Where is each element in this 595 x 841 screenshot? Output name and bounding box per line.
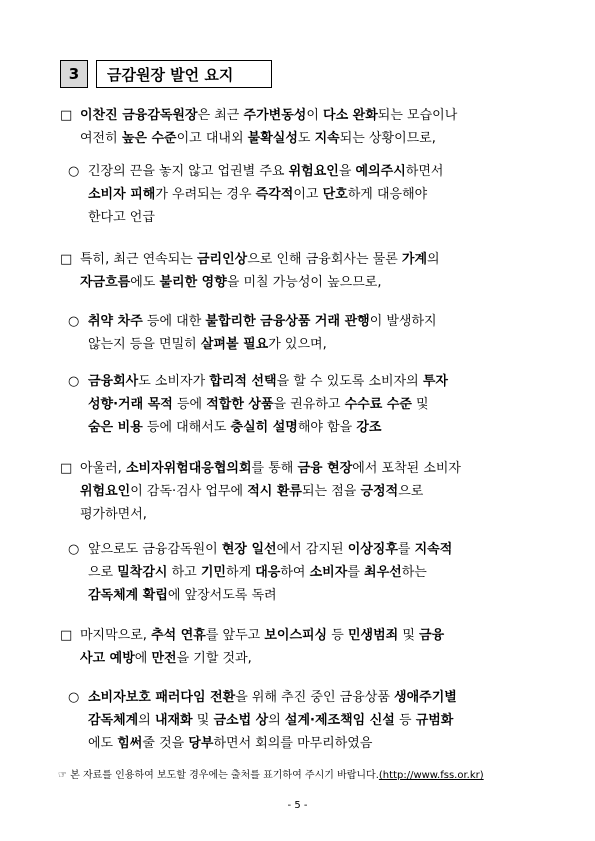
- text-line: 에도 힘써줄 것을 당부하면서 회의를 마무리하였음: [88, 736, 373, 751]
- emphasis-text: 감독체계: [88, 713, 139, 728]
- emphasis-text: 위험요인: [288, 164, 339, 179]
- text-line: 성향·거래 목적 등에 적합한 상품을 권유하고 수수료 수준 및: [88, 397, 429, 412]
- square-bullet: □: [60, 252, 73, 267]
- circle-bullet: ○: [68, 314, 80, 329]
- emphasis-text: 지속적: [414, 542, 453, 557]
- emphasis-text: 당부: [188, 736, 214, 751]
- circle-bullet: ○: [68, 542, 80, 557]
- emphasis-text: 밀착감시: [117, 565, 168, 580]
- emphasis-text: 이상징후: [347, 542, 398, 557]
- text-line: □ 특히, 최근 연속되는 금리인상으로 인해 금융회사는 물론 가계의: [60, 248, 540, 271]
- text-line: 않는지 등을 면밀히 살펴볼 필요가 있으며,: [88, 337, 327, 352]
- emphasis-text: 민생범죄: [347, 628, 399, 643]
- emphasis-text: 보이스피싱: [264, 628, 328, 643]
- text-line: 사고 예방에 만전을 기할 것과,: [80, 651, 252, 666]
- text-line: ○ 앞으로도 금융감독원이 현장 일선에서 감지된 이상징후를 지속적: [68, 538, 540, 561]
- text-line: 한다고 언급: [88, 210, 155, 225]
- sub-paragraph: [68, 538, 540, 607]
- paragraph: [60, 104, 540, 150]
- emphasis-text: 적시 환류: [247, 484, 302, 499]
- emphasis-text: 대응: [255, 565, 281, 580]
- emphasis-text: 감독체계 확립: [88, 588, 168, 603]
- emphasis-text: 금융회사: [88, 374, 139, 389]
- emphasis-text: 긍정적: [360, 484, 399, 499]
- emphasis-text: 투자: [422, 374, 448, 389]
- text-line: 평가하면서,: [80, 507, 147, 522]
- footer-note-text: ☞ 본 자료를 인용하여 보도할 경우에는 출처를 표기하여 주시기 바랍니다.: [58, 770, 379, 781]
- emphasis-text: 취약 차주: [88, 314, 143, 329]
- page-number: - 5 -: [287, 800, 308, 811]
- emphasis-text: 소비자: [309, 565, 348, 580]
- emphasis-text: 높은 수준: [121, 131, 177, 146]
- emphasis-text: 합리적 선택: [209, 374, 277, 389]
- emphasis-text: 불합리한 금융상품 거래 관행: [205, 314, 370, 329]
- emphasis-text: 규범화: [415, 713, 454, 728]
- circle-bullet: ○: [68, 374, 80, 389]
- emphasis-text: 소비자 피해: [88, 187, 156, 202]
- text-line: ○ 긴장의 끈을 놓지 않고 업권별 주요 위험요인을 예의주시하면서: [68, 160, 540, 183]
- emphasis-text: 다소 완화: [323, 108, 378, 123]
- circle-bullet: ○: [68, 690, 80, 705]
- text-line: 소비자 피해가 우려되는 경우 즉각적이고 단호하게 대응해야: [88, 187, 428, 202]
- emphasis-text: 금소법 상: [213, 713, 269, 728]
- footer-note: [58, 766, 484, 781]
- sub-paragraph: [68, 686, 540, 755]
- emphasis-text: 기민: [200, 565, 226, 580]
- emphasis-text: 수수료 수준: [344, 397, 412, 412]
- emphasis-text: 설계·제조책임 신설: [284, 713, 395, 728]
- text-line: ○ 취약 차주 등에 대한 불합리한 금융상품 거래 관행이 발생하지: [68, 310, 540, 333]
- text-line: 감독체계의 내재화 및 금소법 상의 설계·제조책임 신설 등 규범화: [88, 713, 454, 728]
- emphasis-text: 위험요인: [80, 484, 131, 499]
- square-bullet: □: [60, 108, 73, 123]
- text-line: □ 아울러, 소비자위험대응협의회를 통해 금융 현장에서 포착된 소비자: [60, 457, 540, 480]
- emphasis-text: 즉각적: [255, 187, 294, 202]
- text-line: 자금흐름에도 불리한 영향을 미칠 가능성이 높으므로,: [80, 275, 382, 290]
- text-line: 위험요인이 감독·검사 업무에 적시 환류되는 점을 긍정적으로: [80, 484, 424, 499]
- emphasis-text: 금융 현장: [297, 461, 353, 476]
- emphasis-text: 힘써: [117, 736, 143, 751]
- emphasis-text: 불확실성: [247, 131, 298, 146]
- sub-paragraph: [68, 310, 540, 356]
- emphasis-text: 성향·거래 목적: [88, 397, 173, 412]
- emphasis-text: 숨은 비용: [88, 420, 143, 435]
- emphasis-text: 현장 일선: [221, 542, 277, 557]
- emphasis-text: 충실히 설명: [230, 420, 298, 435]
- emphasis-text: 자금흐름: [80, 275, 131, 290]
- circle-bullet: ○: [68, 164, 80, 179]
- sub-paragraph: [68, 370, 540, 439]
- text-line: □ 마지막으로, 추석 연휴를 앞두고 보이스피싱 등 민생범죄 및 금융: [60, 624, 540, 647]
- emphasis-text: 예의주시: [355, 164, 406, 179]
- footer-note-url[interactable]: (http://www.fss.or.kr): [378, 770, 484, 781]
- emphasis-text: 강조: [356, 420, 382, 435]
- square-bullet: □: [60, 628, 73, 643]
- text-line: ○ 소비자보호 패러다임 전환을 위해 추진 중인 금융상품 생애주기별: [68, 686, 540, 709]
- emphasis-text: 지속: [314, 131, 340, 146]
- emphasis-text: 만전: [151, 651, 177, 666]
- sub-paragraph: [68, 160, 540, 229]
- text-line: 으로 밀착감시 하고 기민하게 대응하여 소비자를 최우선하는: [88, 565, 427, 580]
- emphasis-text: 소비자보호 패러다임 전환: [88, 690, 236, 705]
- section-title: 금감원장 발언 요지: [96, 60, 272, 88]
- emphasis-text: 적합한 상품: [206, 397, 274, 412]
- text-line: □ 이찬진 금융감독원장은 최근 주가변동성이 다소 완화되는 모습이나: [60, 104, 540, 127]
- emphasis-text: 불리한 영향: [159, 275, 227, 290]
- emphasis-text: 사고 예방: [80, 651, 135, 666]
- text-line: 숨은 비용 등에 대해서도 충실히 설명해야 함을 강조: [88, 420, 382, 435]
- emphasis-text: 내재화: [154, 713, 193, 728]
- emphasis-text: 생애주기별: [394, 690, 457, 705]
- emphasis-text: 가계: [401, 252, 428, 267]
- emphasis-text: 소비자위험대응협의회: [125, 461, 252, 476]
- emphasis-text: 금리인상: [197, 252, 248, 267]
- section-header: [60, 58, 272, 90]
- emphasis-text: 추석 연휴: [151, 628, 206, 643]
- paragraph: [60, 624, 540, 670]
- text-line: ○ 금융회사도 소비자가 합리적 선택을 할 수 있도록 소비자의 투자: [68, 370, 540, 393]
- emphasis-text: 최우선: [364, 565, 402, 580]
- emphasis-text: 단호: [322, 187, 348, 202]
- paragraph: [60, 248, 540, 294]
- emphasis-text: 금융: [419, 628, 445, 643]
- square-bullet: □: [60, 461, 73, 476]
- text-line: 감독체계 확립에 앞장서도록 독려: [88, 588, 277, 603]
- section-number: 3: [60, 60, 88, 88]
- emphasis-text: 주가변동성: [243, 108, 307, 123]
- emphasis-text: 살펴볼 필요: [200, 337, 269, 352]
- paragraph: [60, 457, 540, 526]
- emphasis-text: 이찬진 금융감독원장: [80, 108, 198, 123]
- text-line: 여전히 높은 수준이고 대내외 불확실성도 지속되는 상황이므로,: [80, 131, 436, 146]
